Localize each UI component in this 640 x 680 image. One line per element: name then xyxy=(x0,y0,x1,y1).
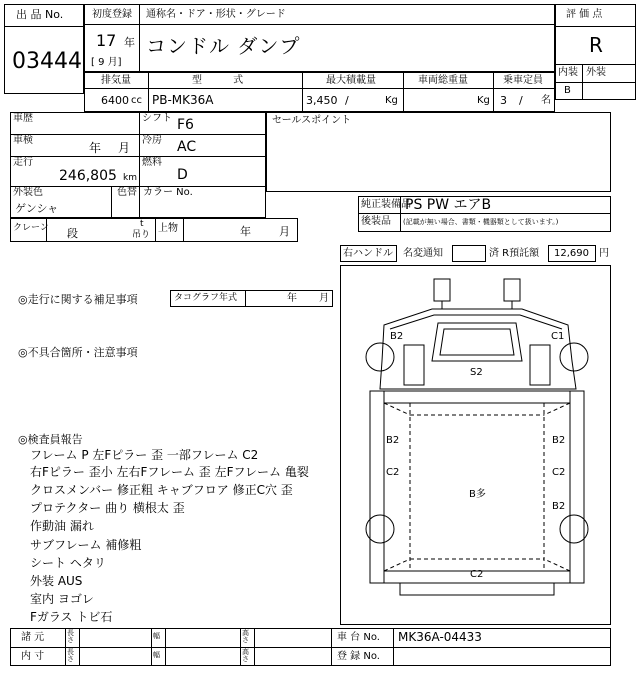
inspection-label: 車検 xyxy=(13,135,33,146)
model-code-label: 型 式 xyxy=(192,75,244,86)
tacho-year-unit: 年 xyxy=(287,293,297,304)
aircon-value: AC xyxy=(177,139,197,155)
length-label: 長さ xyxy=(67,648,74,663)
max-load-value: 3,450 xyxy=(306,94,338,107)
rating-value: R xyxy=(589,33,603,57)
model-name-label: 通称名・ドア・形状・グレード xyxy=(146,9,286,20)
height-label: 高さ xyxy=(242,648,249,663)
mileage-label: 走行 xyxy=(13,157,33,168)
height-label: 高さ xyxy=(242,629,249,644)
genuine-equipment-label: 純正装備品 xyxy=(361,199,411,210)
driving-notes-label: ◎走行に関する補足事項 xyxy=(18,293,138,306)
displacement-unit: cc xyxy=(131,95,142,106)
lot-label: 出 品 No. xyxy=(16,8,64,21)
inspector-line: シート ヘタリ xyxy=(30,556,106,570)
first-reg-month: 9 xyxy=(98,57,105,68)
steering-value: 右ハンドル xyxy=(343,248,393,259)
max-load-label: 最大積載量 xyxy=(326,75,376,86)
model-name: コンドル ダンプ xyxy=(146,34,301,58)
year-unit: 年 xyxy=(124,36,135,49)
damage-label: S2 xyxy=(470,367,483,378)
damage-label: B2 xyxy=(390,331,404,342)
lot-number: 03444 xyxy=(12,49,82,74)
crane-box xyxy=(10,218,298,242)
damage-label: B2 xyxy=(386,435,400,446)
history-label: 車歴 xyxy=(13,113,33,124)
month-bracket: [ 9 月] xyxy=(91,57,122,68)
gross-weight-label: 車両総重量 xyxy=(418,75,468,86)
shift-label: シフト xyxy=(142,113,172,124)
inspector-line: プロテクター 曲り 横根太 歪 xyxy=(30,501,185,515)
capacity-separator: / xyxy=(519,94,523,107)
crane-ton-unit: t xyxy=(140,219,144,229)
inspection-month-unit: 月 xyxy=(118,141,131,155)
crane-stage-unit: 段 xyxy=(67,227,78,240)
chassis-number: MK36A-04433 xyxy=(398,630,482,644)
exterior-grade-label: 外装 xyxy=(586,67,606,78)
recycle-label: 済 R預託額 xyxy=(489,248,540,259)
aftermarket-note: (記載が無い場合、書類・機器類として扱います。) xyxy=(403,218,559,226)
inspector-report-label: ◎検査員報告 xyxy=(18,433,83,446)
gross-weight-unit: Kg xyxy=(477,95,490,106)
exterior-color-label: 外装色 xyxy=(13,187,43,198)
aftermarket-label: 後装品 xyxy=(361,216,391,227)
recycle-amount: 12,690 xyxy=(554,248,589,259)
inspector-line: サブフレーム 補修粗 xyxy=(30,538,142,552)
crane-month-unit: 月 xyxy=(279,225,290,238)
inspector-line: クロスメンバー 修正粗 キャブフロア 修正C穴 歪 xyxy=(30,483,293,497)
crane-top-label: 上物 xyxy=(158,223,178,234)
defects-label: ◎不具合箇所・注意事項 xyxy=(18,346,138,359)
model-code: PB-MK36A xyxy=(152,93,214,107)
first-reg-label: 初度登録 xyxy=(92,9,132,20)
color-code-label: 色替 xyxy=(117,187,137,198)
transfer-notice-label: 名変通知 xyxy=(403,248,443,259)
sales-points-label: セールスポイント xyxy=(272,115,352,126)
capacity-label: 乗車定員 xyxy=(503,75,543,86)
exterior-color-value: ゲンシャ xyxy=(15,202,59,215)
damage-label: C1 xyxy=(551,331,565,342)
displacement-label: 排気量 xyxy=(101,75,131,86)
capacity-value: 3 xyxy=(500,94,507,107)
tacho-label: タコグラフ年式 xyxy=(174,293,238,303)
inspector-line: 作動油 漏れ xyxy=(30,519,94,533)
damage-label: B多 xyxy=(469,489,486,500)
inspection-year-unit: 年 xyxy=(89,141,102,155)
registration-number-label: 登 録 No. xyxy=(337,651,380,662)
shift-value: F6 xyxy=(177,117,194,133)
transfer-notice-box xyxy=(452,245,486,262)
mileage-value: 246,805 xyxy=(59,168,117,184)
rating-label: 評 価 点 xyxy=(566,9,603,20)
capacity-unit: 名 xyxy=(541,95,551,106)
displacement-value: 6400 xyxy=(101,94,129,107)
inspector-line: 室内 ヨゴレ xyxy=(30,592,94,606)
chassis-number-label: 車 台 No. xyxy=(337,632,380,643)
inspector-line: フレーム P 左Fピラー 歪 一部フレーム C2 xyxy=(30,448,259,462)
interior-dims-label: 内 寸 xyxy=(21,651,45,662)
fuel-label: 燃料 xyxy=(142,157,162,168)
inspector-line: Fガラス トビ石 xyxy=(30,610,113,624)
max-load-separator: / xyxy=(345,94,349,107)
width-label: 幅 xyxy=(153,651,160,659)
first-reg-year: 17 xyxy=(96,31,117,50)
color-no-label: カラー No. xyxy=(143,187,193,198)
genuine-equipment-items: PS PW エアB xyxy=(405,197,492,213)
crane-hook-label: 吊り xyxy=(132,230,151,240)
dims-label: 諸 元 xyxy=(21,632,45,643)
crane-year-unit: 年 xyxy=(240,225,251,238)
damage-label: C2 xyxy=(386,467,400,478)
inspector-line: 外装 AUS xyxy=(30,574,83,588)
inspector-line: 右Fピラー 歪小 左右Fフレーム 歪 左Fフレーム 亀裂 xyxy=(30,465,309,479)
tacho-month-unit: 月 xyxy=(319,293,329,304)
damage-label: C2 xyxy=(470,569,484,580)
fuel-value: D xyxy=(177,167,188,183)
damage-label: B2 xyxy=(552,501,566,512)
max-load-unit: Kg xyxy=(385,95,398,106)
mileage-unit: km xyxy=(123,173,137,183)
length-label: 長さ xyxy=(67,629,74,644)
interior-grade-label: 内装 xyxy=(558,67,578,78)
month-unit: 月 xyxy=(107,57,118,68)
damage-label: B2 xyxy=(552,435,566,446)
interior-grade: B xyxy=(564,85,571,96)
width-label: 幅 xyxy=(153,632,160,640)
aircon-label: 冷房 xyxy=(142,135,162,146)
damage-label: C2 xyxy=(552,467,566,478)
crane-label: クレーン xyxy=(13,223,49,233)
recycle-unit: 円 xyxy=(599,248,609,259)
truck-diagram xyxy=(340,265,611,625)
